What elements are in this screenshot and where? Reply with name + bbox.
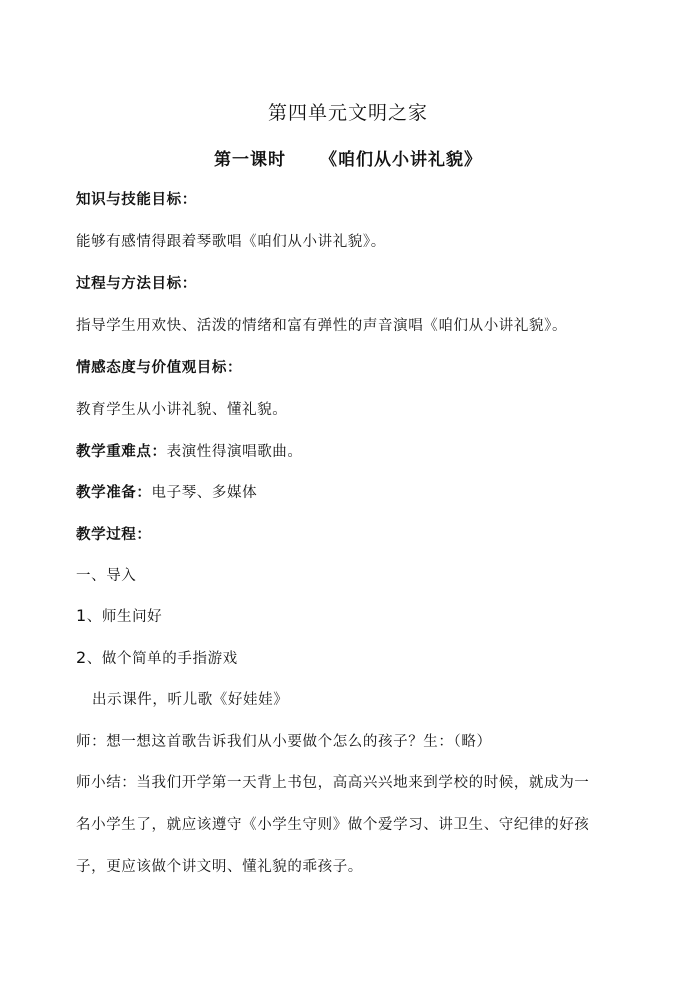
courseware-line: 出示课件，听儿歌《好娃娃》 xyxy=(92,692,289,708)
document-title: 第四单元文明之家 xyxy=(267,102,428,124)
process-heading: 过程与方法目标： xyxy=(76,276,197,292)
preparation-text: 电子琴、多媒体 xyxy=(151,485,258,501)
lesson-title xyxy=(0,145,696,170)
lesson-label: 第一课时 xyxy=(214,150,286,170)
key-point-label: 教学重难点： xyxy=(76,444,167,460)
key-point xyxy=(76,440,303,461)
summary-line-3: 子，更应该做个讲文明、懂礼貌的乖孩子。 xyxy=(76,859,363,875)
step-2 xyxy=(76,647,238,668)
knowledge-heading: 知识与技能目标： xyxy=(76,192,197,208)
step-1-number: 1 xyxy=(76,606,87,625)
step-1 xyxy=(76,605,162,626)
step-2-number: 2 xyxy=(76,648,87,667)
lesson-name: 《咱们从小讲礼貌》 xyxy=(320,150,482,170)
teacher-question: 师：想一想这首歌告诉我们从小要做个怎么的孩子？生：（略） xyxy=(76,734,492,750)
preparation-label: 教学准备： xyxy=(76,485,152,501)
key-point-text: 表演性得演唱歌曲。 xyxy=(166,444,303,460)
knowledge-body: 能够有感情得跟着琴歌唱《咱们从小讲礼貌》。 xyxy=(76,234,386,250)
step-1-text: 、师生问好 xyxy=(86,609,163,625)
emotion-heading: 情感态度与价值观目标： xyxy=(76,360,243,376)
emotion-body: 教育学生从小讲礼貌、懂礼貌。 xyxy=(76,402,288,418)
process-body: 指导学生用欢快、活泼的情绪和富有弹性的声音演唱《咱们从小讲礼貌》。 xyxy=(76,318,568,334)
step-intro: 一、导入 xyxy=(76,568,137,584)
step-2-text: 、做个简单的手指游戏 xyxy=(86,651,238,667)
teaching-process-heading: 教学过程： xyxy=(76,527,152,543)
summary-line-1: 师小结：当我们开学第一天背上书包，高高兴兴地来到学校的时候，就成为一 xyxy=(76,775,590,791)
preparation xyxy=(76,481,257,502)
summary-line-2: 名小学生了，就应该遵守《小学生守则》做个爱学习、讲卫生、守纪律的好孩 xyxy=(76,817,590,833)
